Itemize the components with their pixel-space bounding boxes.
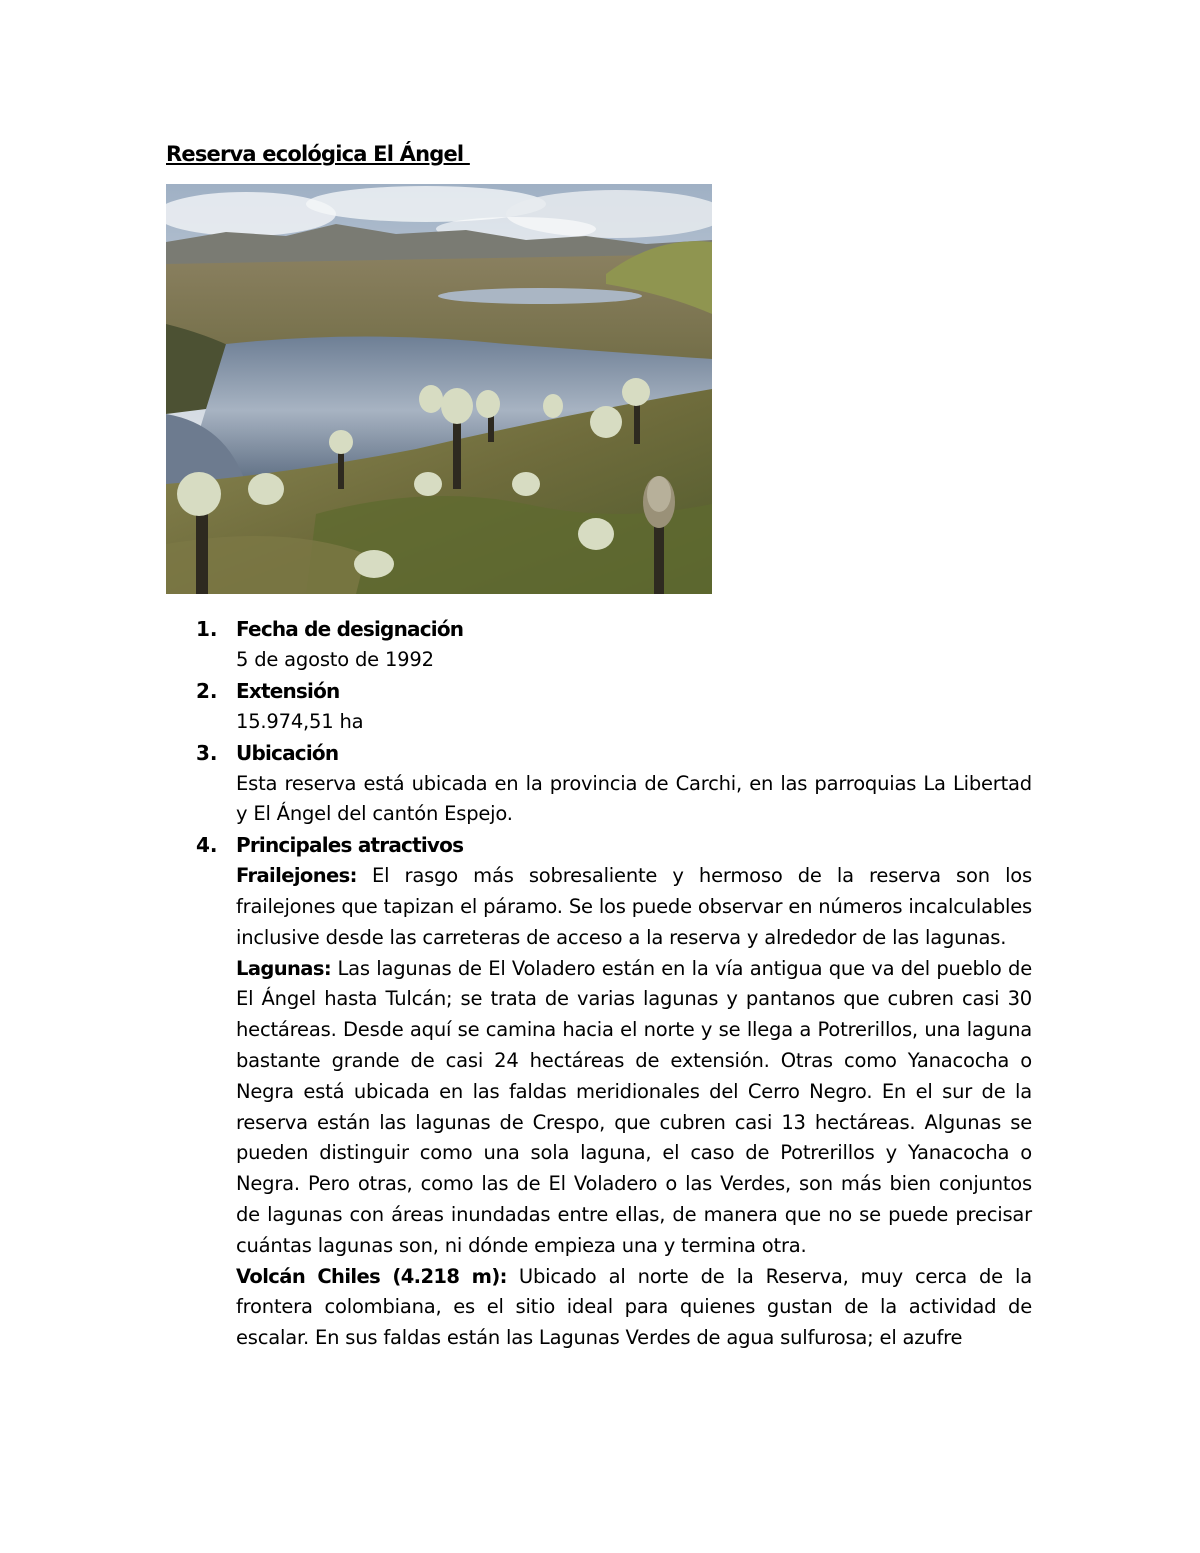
attraction-text: Ubicado al norte de la Reserva, muy cerca de la frontera colombiana, es el sitio ideal para quienes gustan de la actividad de escalar. En sus faldas están las Lagunas Verdes de agua sulfurosa; el azufre (236, 1264, 1032, 1350)
list-item (196, 676, 1032, 738)
attraction-text: El rasgo más sobresaliente y hermoso de la reserva son los frailejones que tapizan el páramo. Se los puede observar en números incalculables inclusive desde las carreteras de acceso a la reserva y alrededor de las lagunas. (236, 864, 1032, 949)
item-heading: Extensión (236, 678, 340, 703)
item-text: 5 de agosto de 1992 (236, 648, 434, 671)
item-heading: Ubicación (236, 740, 339, 765)
attraction-paragraph (236, 1262, 1032, 1354)
list-number: 4. (196, 833, 218, 858)
item-heading: Principales atractivos (236, 833, 464, 858)
item-text: Esta reserva está ubicada en la provincia de Carchi, en las parroquias La Libertad y El Ángel del cantón Espejo. (236, 771, 1032, 826)
list-number: 3. (196, 740, 218, 765)
list-number: 2. (196, 678, 218, 703)
attraction-label: Frailejones: (236, 864, 357, 888)
list-item (196, 738, 1032, 831)
attraction-label: Lagunas: (236, 956, 332, 980)
landscape-photo-icon (166, 184, 712, 594)
list-item (196, 830, 1032, 1354)
list-number: 1. (196, 617, 218, 641)
attraction-text: Las lagunas de El Voladero están en la vía antigua que va del pueblo de El Ángel hasta Tulcán; se trata de varias lagunas y pantanos que cubren casi 30 hectáreas. Desde aquí se camina hacia el norte y se llega a Potrerillos, una laguna bastante grande de casi 24 hectáreas de extensión. Otras como Yanacocha o Negra está ubicada en las faldas meridionales del Cerro Negro. En el sur de la reserva están las lagunas de Crespo, que cubren casi 13 hectáreas. Algunas se pueden distinguir como una sola laguna, el caso de Potrerillos y Yanacocha o Negra. Pero otras, como las de El Voladero o las Verdes, son más bien conjuntos de lagunas con áreas inundadas entre ellas, de manera que no se puede precisar cuántas lagunas son, ni dónde empieza una y termina otra. (236, 956, 1032, 1257)
attraction-label: Volcán Chiles (4.218 m): (236, 1264, 507, 1288)
numbered-list (196, 614, 1032, 1354)
list-item (196, 614, 1032, 676)
item-heading: Fecha de designación (236, 617, 464, 641)
landscape-photo (166, 184, 712, 594)
attraction-paragraph (236, 861, 1032, 953)
item-text: 15.974,51 ha (236, 709, 364, 733)
attraction-paragraph (236, 954, 1032, 1262)
page-title: Reserva ecológica El Ángel (166, 142, 470, 166)
